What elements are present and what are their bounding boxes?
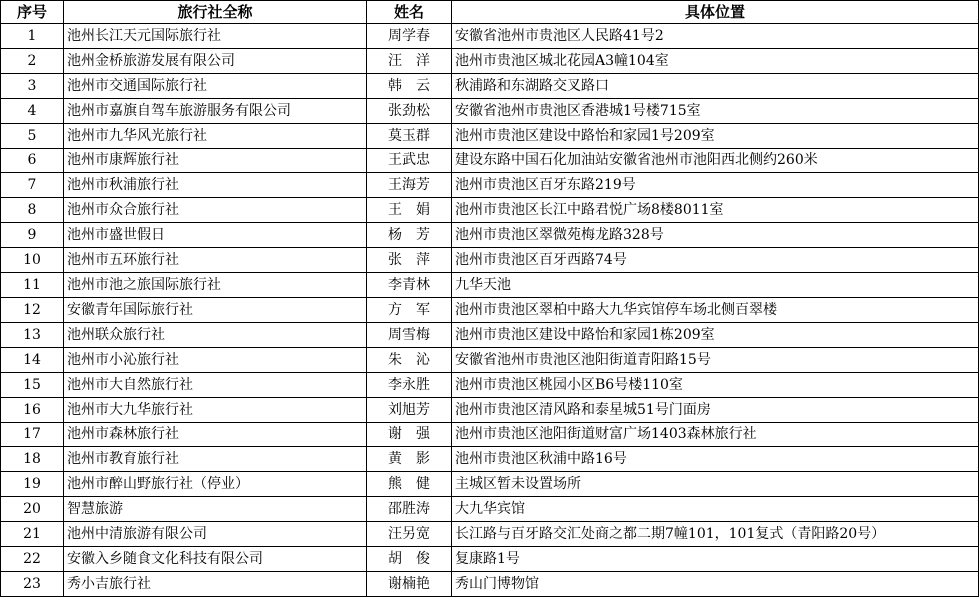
header-row: [1, 1, 979, 24]
row-no-cell: 20: [1, 497, 64, 522]
agency-name-cell: 安徽入乡随食文化科技有限公司: [64, 547, 367, 572]
table-row: [1, 297, 979, 322]
contact-name-cell: 谢楠艳: [367, 571, 452, 596]
table-row: [1, 48, 979, 73]
table-row: [1, 223, 979, 248]
row-no-cell: 22: [1, 547, 64, 572]
contact-name-cell: 黄 影: [367, 447, 452, 472]
agency-name-cell: 池州市康辉旅行社: [64, 148, 367, 173]
agency-name-cell: 池州中清旅游有限公司: [64, 522, 367, 547]
contact-name-cell: 莫玉群: [367, 123, 452, 148]
contact-name-cell: 杨 芳: [367, 223, 452, 248]
location-cell: 秋浦路和东湖路交叉路口: [452, 73, 979, 98]
location-cell: 池州市贵池区百牙西路74号: [452, 248, 979, 273]
agency-name-cell: 池州市池之旅国际旅行社: [64, 273, 367, 298]
agency-name-cell: 池州市嘉旗自驾车旅游服务有限公司: [64, 98, 367, 123]
location-cell: 九华天池: [452, 273, 979, 298]
location-cell: 安徽省池州市贵池区池阳街道青阳路15号: [452, 347, 979, 372]
location-cell: 池州市贵池区翠微苑梅龙路328号: [452, 223, 979, 248]
row-no-cell: 7: [1, 173, 64, 198]
header-agency: 旅行社全称: [64, 1, 367, 24]
agency-name-cell: 池州市众合旅行社: [64, 198, 367, 223]
agency-name-cell: 池州联众旅行社: [64, 322, 367, 347]
row-no-cell: 11: [1, 273, 64, 298]
agency-name-cell: 池州市小沁旅行社: [64, 347, 367, 372]
row-no-cell: 14: [1, 347, 64, 372]
table-row: [1, 472, 979, 497]
contact-name-cell: 周学春: [367, 24, 452, 49]
contact-name-cell: 谢 强: [367, 422, 452, 447]
agency-name-cell: 池州市交通国际旅行社: [64, 73, 367, 98]
row-no-cell: 12: [1, 297, 64, 322]
location-cell: 池州市贵池区桃园小区B6号楼110室: [452, 372, 979, 397]
table-row: [1, 98, 979, 123]
row-no-cell: 21: [1, 522, 64, 547]
table-row: [1, 24, 979, 49]
table-row: [1, 422, 979, 447]
row-no-cell: 13: [1, 322, 64, 347]
row-no-cell: 3: [1, 73, 64, 98]
table-row: [1, 273, 979, 298]
agency-name-cell: 池州市秋浦旅行社: [64, 173, 367, 198]
table-row: [1, 347, 979, 372]
contact-name-cell: 熊 健: [367, 472, 452, 497]
row-no-cell: 19: [1, 472, 64, 497]
contact-name-cell: 周雪梅: [367, 322, 452, 347]
table-row: [1, 73, 979, 98]
table-row: [1, 322, 979, 347]
agency-name-cell: 池州市醉山野旅行社（停业）: [64, 472, 367, 497]
contact-name-cell: 张劲松: [367, 98, 452, 123]
contact-name-cell: 张 萍: [367, 248, 452, 273]
agency-name-cell: 池州市教育旅行社: [64, 447, 367, 472]
row-no-cell: 2: [1, 48, 64, 73]
location-cell: 池州市贵池区长江中路君悦广场8楼8011室: [452, 198, 979, 223]
contact-name-cell: 王 娟: [367, 198, 452, 223]
contact-name-cell: 王武忠: [367, 148, 452, 173]
row-no-cell: 23: [1, 571, 64, 596]
agency-name-cell: 池州市五环旅行社: [64, 248, 367, 273]
header-name: 姓名: [367, 1, 452, 24]
table-row: [1, 522, 979, 547]
location-cell: 池州市贵池区建设中路怡和家园1号209室: [452, 123, 979, 148]
contact-name-cell: 韩 云: [367, 73, 452, 98]
row-no-cell: 6: [1, 148, 64, 173]
row-no-cell: 9: [1, 223, 64, 248]
table-row: [1, 571, 979, 596]
agency-name-cell: 池州市大自然旅行社: [64, 372, 367, 397]
row-no-cell: 17: [1, 422, 64, 447]
table-row: [1, 372, 979, 397]
location-cell: 长江路与百牙路交汇处商之都二期7幢101，101复式（青阳路20号）: [452, 522, 979, 547]
location-cell: 池州市贵池区清风路和泰星城51号门面房: [452, 397, 979, 422]
contact-name-cell: 方 军: [367, 297, 452, 322]
contact-name-cell: 刘旭芳: [367, 397, 452, 422]
contact-name-cell: 朱 沁: [367, 347, 452, 372]
agency-name-cell: 秀小吉旅行社: [64, 571, 367, 596]
row-no-cell: 1: [1, 24, 64, 49]
table-row: [1, 123, 979, 148]
location-cell: 池州市贵池区百牙东路219号: [452, 173, 979, 198]
row-no-cell: 8: [1, 198, 64, 223]
contact-name-cell: 李永胜: [367, 372, 452, 397]
table-row: [1, 497, 979, 522]
agency-name-cell: 池州长江天元国际旅行社: [64, 24, 367, 49]
table-row: [1, 547, 979, 572]
location-cell: 池州市贵池区池阳街道财富广场1403森林旅行社: [452, 422, 979, 447]
contact-name-cell: 王海芳: [367, 173, 452, 198]
agency-name-cell: 安徽青年国际旅行社: [64, 297, 367, 322]
agency-name-cell: 池州市盛世假日: [64, 223, 367, 248]
row-no-cell: 18: [1, 447, 64, 472]
agency-name-cell: 池州市大九华旅行社: [64, 397, 367, 422]
header-no: 序号: [1, 1, 64, 24]
location-cell: 复康路1号: [452, 547, 979, 572]
row-no-cell: 16: [1, 397, 64, 422]
contact-name-cell: 李青林: [367, 273, 452, 298]
contact-name-cell: 胡 俊: [367, 547, 452, 572]
location-cell: 主城区暂未设置场所: [452, 472, 979, 497]
location-cell: 秀山门博物馆: [452, 571, 979, 596]
location-cell: 建设东路中国石化加油站安徽省池州市池阳西北侧约260米: [452, 148, 979, 173]
agency-name-cell: 池州金桥旅游发展有限公司: [64, 48, 367, 73]
table-row: [1, 198, 979, 223]
row-no-cell: 10: [1, 248, 64, 273]
table-row: [1, 447, 979, 472]
table-row: [1, 148, 979, 173]
agency-name-cell: 池州市九华风光旅行社: [64, 123, 367, 148]
contact-name-cell: 汪另宽: [367, 522, 452, 547]
agency-name-cell: 智慧旅游: [64, 497, 367, 522]
contact-name-cell: 汪 洋: [367, 48, 452, 73]
location-cell: 安徽省池州市贵池区人民路41号2: [452, 24, 979, 49]
contact-name-cell: 邵胜涛: [367, 497, 452, 522]
location-cell: 池州市贵池区秋浦中路16号: [452, 447, 979, 472]
table-row: [1, 248, 979, 273]
location-cell: 安徽省池州市贵池区香港城1号楼715室: [452, 98, 979, 123]
location-cell: 池州市贵池区翠柏中路大九华宾馆停车场北侧百翠楼: [452, 297, 979, 322]
location-cell: 池州市贵池区城北花园A3幢104室: [452, 48, 979, 73]
row-no-cell: 15: [1, 372, 64, 397]
header-location: 具体位置: [452, 1, 979, 24]
location-cell: 大九华宾馆: [452, 497, 979, 522]
agency-name-cell: 池州市森林旅行社: [64, 422, 367, 447]
table-row: [1, 397, 979, 422]
location-cell: 池州市贵池区建设中路怡和家园1栋209室: [452, 322, 979, 347]
row-no-cell: 5: [1, 123, 64, 148]
row-no-cell: 4: [1, 98, 64, 123]
table-row: [1, 173, 979, 198]
